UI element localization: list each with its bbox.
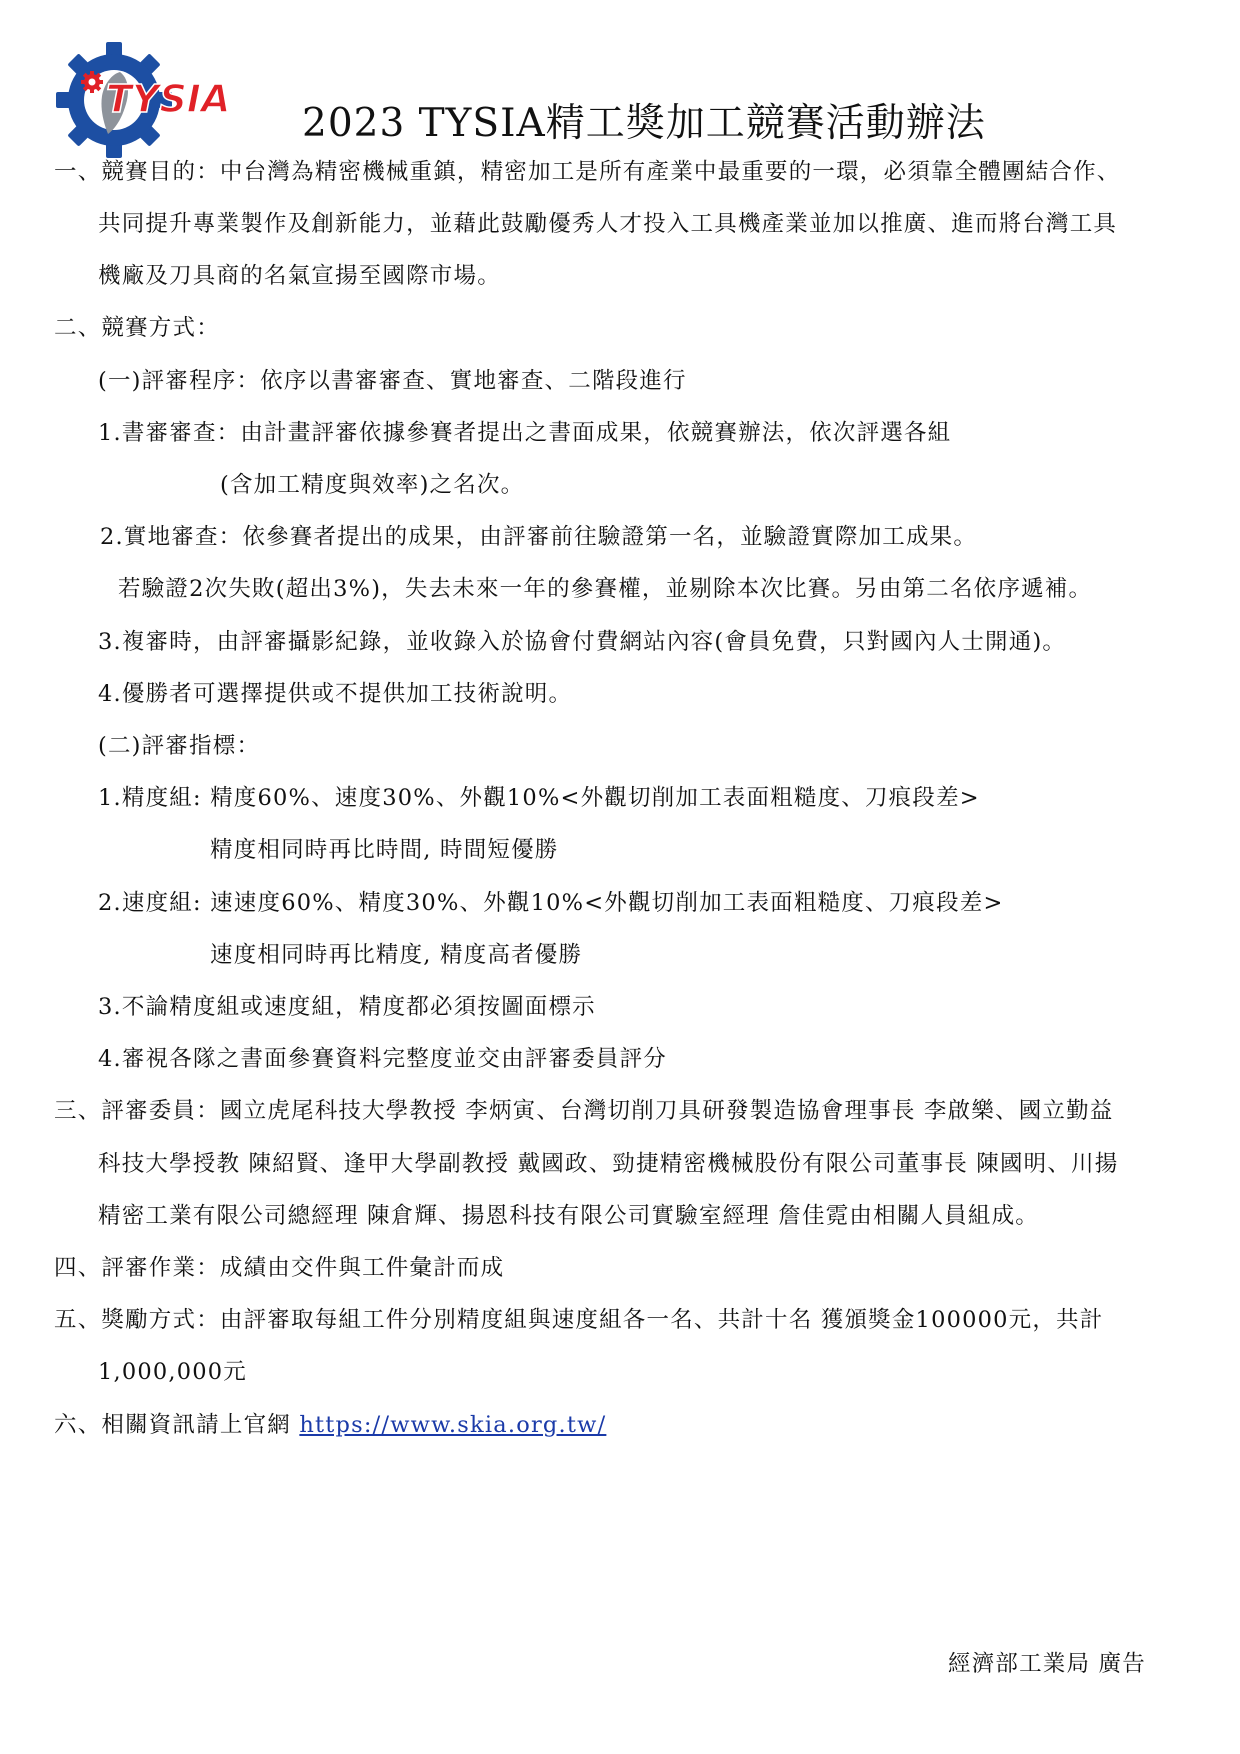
drawing-spec-line: 3.不論精度組或速度組，精度都必須按圖面標示 bbox=[98, 994, 596, 1020]
info-line bbox=[54, 1410, 606, 1440]
award-line-1: 五、獎勵方式：由評審取每組工件分別精度組與速度組各一名、共計十名 獲頒獎金100000元，共計 bbox=[54, 1307, 1104, 1333]
document-review-line-2: (含加工精度與效率)之名次。 bbox=[220, 472, 525, 498]
judges-line-2: 科技大學授教 陳紹賢、逢甲大學副教授 戴國政、勁捷精密機械股份有限公司董事長 陳國明、川揚 bbox=[98, 1151, 1119, 1177]
tech-note-line: 4.優勝者可選擇提供或不提供加工技術說明。 bbox=[98, 681, 573, 707]
purpose-line-1: 一、競賽目的：中台灣為精密機械重鎮，精密加工是所有產業中最重要的一環，必須靠全體團結合作、 bbox=[54, 159, 1121, 185]
speed-group-line: 2.速度組: 速速度60%、精度30%、外觀10%<外觀切削加工表面粗糙度、刀痕段差> bbox=[98, 890, 1004, 916]
precision-group-line: 1.精度組: 精度60%、速度30%、外觀10%<外觀切削加工表面粗糙度、刀痕段差> bbox=[98, 785, 980, 811]
onsite-review-line-1: 2.實地審查：依參賽者提出的成果，由評審前往驗證第一名，並驗證實際加工成果。 bbox=[100, 524, 978, 550]
logo-text: TYSIA bbox=[106, 77, 231, 121]
page-title: 2023 TYSIA精工獎加工競賽活動辦法 bbox=[302, 101, 986, 146]
review-procedure-heading: (一)評審程序：依序以書審審查、實地審查、二階段進行 bbox=[98, 368, 687, 394]
info-label: 六、相關資訊請上官網 bbox=[54, 1412, 300, 1438]
scoring-line: 四、評審作業：成績由交件與工件彙計而成 bbox=[54, 1255, 505, 1281]
criteria-heading: (二)評審指標： bbox=[98, 733, 261, 759]
purpose-line-3: 機廠及刀具商的名氣宣揚至國際市場。 bbox=[98, 263, 501, 289]
speed-tiebreak-line: 速度相同時再比精度, 精度高者優勝 bbox=[210, 942, 583, 968]
document-review-line-1: 1.書審審查：由計畫評審依據參賽者提出之書面成果，依競賽辦法，依次評選各組 bbox=[98, 420, 952, 446]
onsite-review-line-2: 若驗證2次失敗(超出3%)，失去未來一年的參賽權，並剔除本次比賽。另由第二名依序遞補。 bbox=[118, 576, 1093, 602]
website-link[interactable]: https://www.skia.org.tw/ bbox=[299, 1412, 607, 1438]
purpose-line-2: 共同提升專業製作及創新能力，並藉此鼓勵優秀人才投入工具機產業並加以推廣、進而將台灣工具 bbox=[98, 211, 1118, 237]
method-heading: 二、競賽方式： bbox=[54, 315, 220, 341]
re-review-line: 3.複審時，由評審攝影紀錄，並收錄入於協會付費網站內容(會員免費，只對國內人士開通)。 bbox=[98, 629, 1067, 655]
document-completeness-line: 4.審視各隊之書面參賽資料完整度並交由評審委員評分 bbox=[98, 1046, 667, 1072]
tysia-logo bbox=[52, 42, 252, 162]
award-line-2: 1,000,000元 bbox=[98, 1359, 248, 1385]
judges-line-1: 三、評審委員：國立虎尾科技大學教授 李炳寅、台灣切削刀具研發製造協會理事長 李啟樂、國立勤益 bbox=[54, 1098, 1114, 1124]
precision-tiebreak-line: 精度相同時再比時間, 時間短優勝 bbox=[210, 837, 559, 863]
signature: 經濟部工業局 廣告 bbox=[948, 1651, 1146, 1677]
judges-line-3: 精密工業有限公司總經理 陳倉輝、揚恩科技有限公司實驗室經理 詹佳霓由相關人員組成。 bbox=[98, 1203, 1040, 1229]
